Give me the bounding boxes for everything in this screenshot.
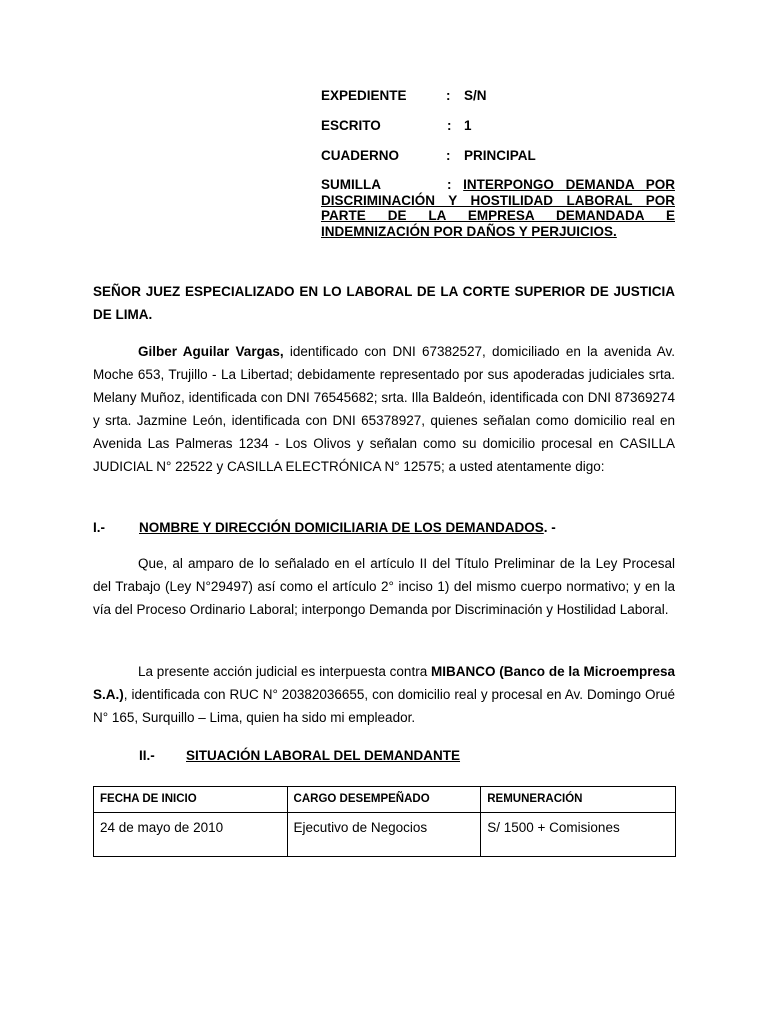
escrito-value: 1 [464,118,472,133]
header-remuneracion: REMUNERACIÓN [481,787,676,813]
cell-remuneracion: S/ 1500 + Comisiones [481,813,676,857]
expediente-colon: : [446,88,451,103]
para2-pre: La presente acción judicial es interpuesta contra [138,664,431,679]
escrito-colon: : [447,118,452,133]
escrito-label: ESCRITO [321,118,381,133]
sumilla-colon: : [447,177,452,192]
section-1-heading [93,520,105,535]
employment-table [93,786,676,857]
cell-fecha-de-inicio: 24 de mayo de 2010 [94,813,288,857]
section-1-number: I.- [93,520,105,535]
section-1-suffix: . - [543,520,556,535]
section-2-number: II.- [139,748,155,763]
cuaderno-label: CUADERNO [321,148,400,163]
cell-cargo-desempenado: Ejecutivo de Negocios [287,813,481,857]
sumilla-value: INTERPONGO DEMANDA POR DISCRIMINACIÓN Y HOSTILIDAD LABORAL POR PARTE DE LA EMPRESA DEMANDADA E INDEMNIZACIÓN POR DAÑOS Y PERJUICIOS. [321,177,675,239]
section-2-title: SITUACIÓN LABORAL DEL DEMANDANTE [186,748,461,763]
addressee: SEÑOR JUEZ ESPECIALIZADO EN LO LABORAL DE LA CORTE SUPERIOR DE JUSTICIA DE LIMA. [93,284,675,322]
header-fecha-de-inicio: FECHA DE INICIO [94,787,288,813]
cuaderno-value: PRINCIPAL [464,148,536,163]
sumilla-block [321,177,675,239]
section-2-title-wrap [186,748,460,763]
expediente-value: S/N [464,88,487,103]
table-row [94,813,676,857]
table-header-row [94,787,676,813]
section-1-title: NOMBRE Y DIRECCIÓN DOMICILIARIA DE LOS DEMANDADOS [139,520,544,535]
intro-text: identificado con DNI 67382527, domiciliado en la avenida Av. Moche 653, Trujillo - La Libertad; debidamente representado por sus apoderadas judiciales srta. Melany Muñoz, identificada con DNI 76545682; srta. Illa Baldeón, identificada con DNI 87369274 y srta. Jazmine León, identificada con DNI 65378927, quienes señalan como domicilio real en Avenida Las Palmeras 1234 - Los Olivos y señalan como su domicilio procesal en CASILLA JUDICIAL N° 22522 y CASILLA ELECTRÓNICA N° 12575; a usted atentamente digo: [93,344,675,474]
header-cargo-desempenado: CARGO DESEMPEÑADO [287,787,481,813]
sumilla-label: SUMILLA [321,177,381,192]
section-1-paragraph-2 [93,660,675,729]
intro-paragraph [93,340,675,478]
para2-post: , identificada con RUC N° 20382036655, con domicilio real y procesal en Av. Domingo Orué N° 165, Surquillo – Lima, quien ha sido mi empleador. [93,687,675,725]
section-2-heading [139,748,155,763]
cuaderno-colon: : [446,148,451,163]
plaintiff-name: Gilber Aguilar Vargas, [138,344,284,359]
expediente-label: EXPEDIENTE [321,88,407,103]
section-1-paragraph-1: Que, al amparo de lo señalado en el artículo II del Título Preliminar de la Ley Procesal del Trabajo (Ley N°29497) así como el artículo 2° inciso 1) del mismo cuerpo normativo; y en la vía del Proceso Ordinario Laboral; interpongo Demanda por Discriminación y Hostilidad Laboral. [93,556,675,617]
defendant-name: MIBANCO (Banco de la Microempresa S.A.) [93,664,675,702]
section-1-title-wrap [139,520,556,535]
